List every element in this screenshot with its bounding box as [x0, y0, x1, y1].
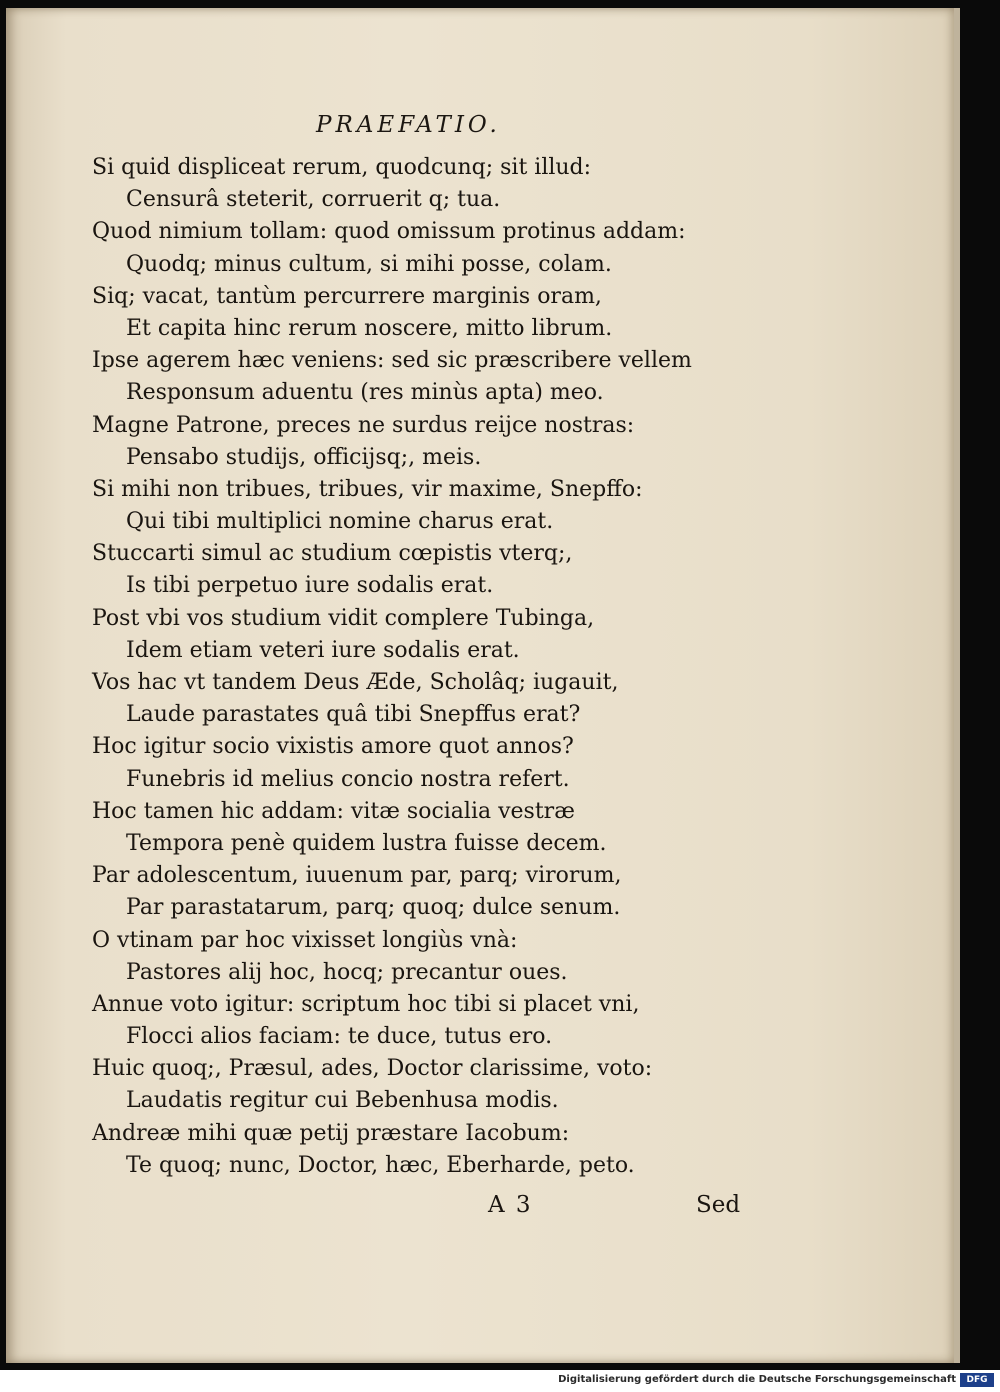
verse-line: Pensabo studijs, officijsq;, meis.: [126, 444, 482, 470]
verse-line: Te quoq; nunc, Doctor, hæc, Eberharde, peto.: [126, 1152, 635, 1178]
verse-line: Qui tibi multiplici nomine charus erat.: [126, 509, 554, 535]
verse-line: Funebris id melius concio nostra refert.: [126, 766, 570, 792]
verse-line: Censurâ steterit, corruerit q; tua.: [126, 187, 501, 213]
verse-line: Vos hac vt tandem Deus Æde, Scholâq; iugauit,: [92, 670, 619, 695]
verse-line: Flocci alios faciam: te duce, tutus ero.: [126, 1024, 553, 1050]
verse-line: Pastores alij hoc, hocq; precantur oues.: [126, 959, 568, 985]
verse-line: Siq; vacat, tantùm percurrere marginis oram,: [92, 283, 602, 309]
running-head: PRAEFATIO.: [316, 112, 501, 138]
verse-line: Annue voto igitur: scriptum hoc tibi si placet vni,: [92, 991, 640, 1017]
verse-line: Idem etiam veteri iure sodalis erat.: [126, 637, 520, 663]
verse-line: Stuccarti simul ac studium cœpistis vterq;,: [92, 541, 573, 567]
book-page: [6, 8, 954, 1363]
verse-line: Par parastatarum, parq; quoq; dulce senum.: [126, 895, 621, 921]
catchword: Sed: [696, 1192, 741, 1218]
verse-line: Andreæ mihi quæ petij præstare Iacobum:: [92, 1120, 570, 1146]
verse-line: Laudatis regitur cui Bebenhusa modis.: [126, 1088, 559, 1114]
verse-line: Post vbi vos studium vidit complere Tubinga,: [92, 605, 595, 631]
verse-line: Laude parastates quâ tibi Snepffus erat?: [126, 702, 581, 728]
verse-line: Huic quoq;, Præsul, ades, Doctor clarissime, voto:: [92, 1056, 653, 1082]
verse-line: Si quid displiceat rerum, quodcunq; sit illud:: [92, 155, 592, 180]
verse-line: Responsum aduentu (res minùs apta) meo.: [126, 380, 604, 406]
verse-line: Ipse agerem hæc veniens: sed sic præscribere vellem: [92, 348, 692, 374]
verse-line: Tempora penè quidem lustra fuisse decem.: [126, 830, 607, 856]
verse-line: Hoc igitur socio vixistis amore quot annos?: [92, 734, 574, 760]
verse-line: Hoc tamen hic addam: vitæ socialia vestræ: [92, 798, 575, 824]
signature-mark: A 3: [488, 1192, 533, 1218]
verse-line: Magne Patrone, preces ne surdus reijce nostras:: [92, 412, 635, 438]
footer-bar: [0, 1370, 1000, 1392]
verse-line: Is tibi perpetuo iure sodalis erat.: [126, 573, 494, 599]
verse-line: O vtinam par hoc vixisset longiùs vnà:: [92, 927, 518, 953]
verse-line: Quod nimium tollam: quod omissum protinus addam:: [92, 219, 686, 245]
verse-line: Par adolescentum, iuuenum par, parq; virorum,: [92, 863, 622, 889]
verse-line: Et capita hinc rerum noscere, mitto librum.: [126, 315, 613, 341]
verse-line: Quodq; minus cultum, si mihi posse, colam.: [126, 251, 612, 277]
verse-block: [92, 152, 692, 1182]
page-edge: [954, 8, 960, 1363]
dfg-logo: DFG: [960, 1373, 994, 1387]
funding-credit: Digitalisierung gefördert durch die Deutsche Forschungsgemeinschaft: [558, 1374, 956, 1385]
verse-line: Si mihi non tribues, tribues, vir maxime, Snepffo:: [92, 476, 643, 502]
